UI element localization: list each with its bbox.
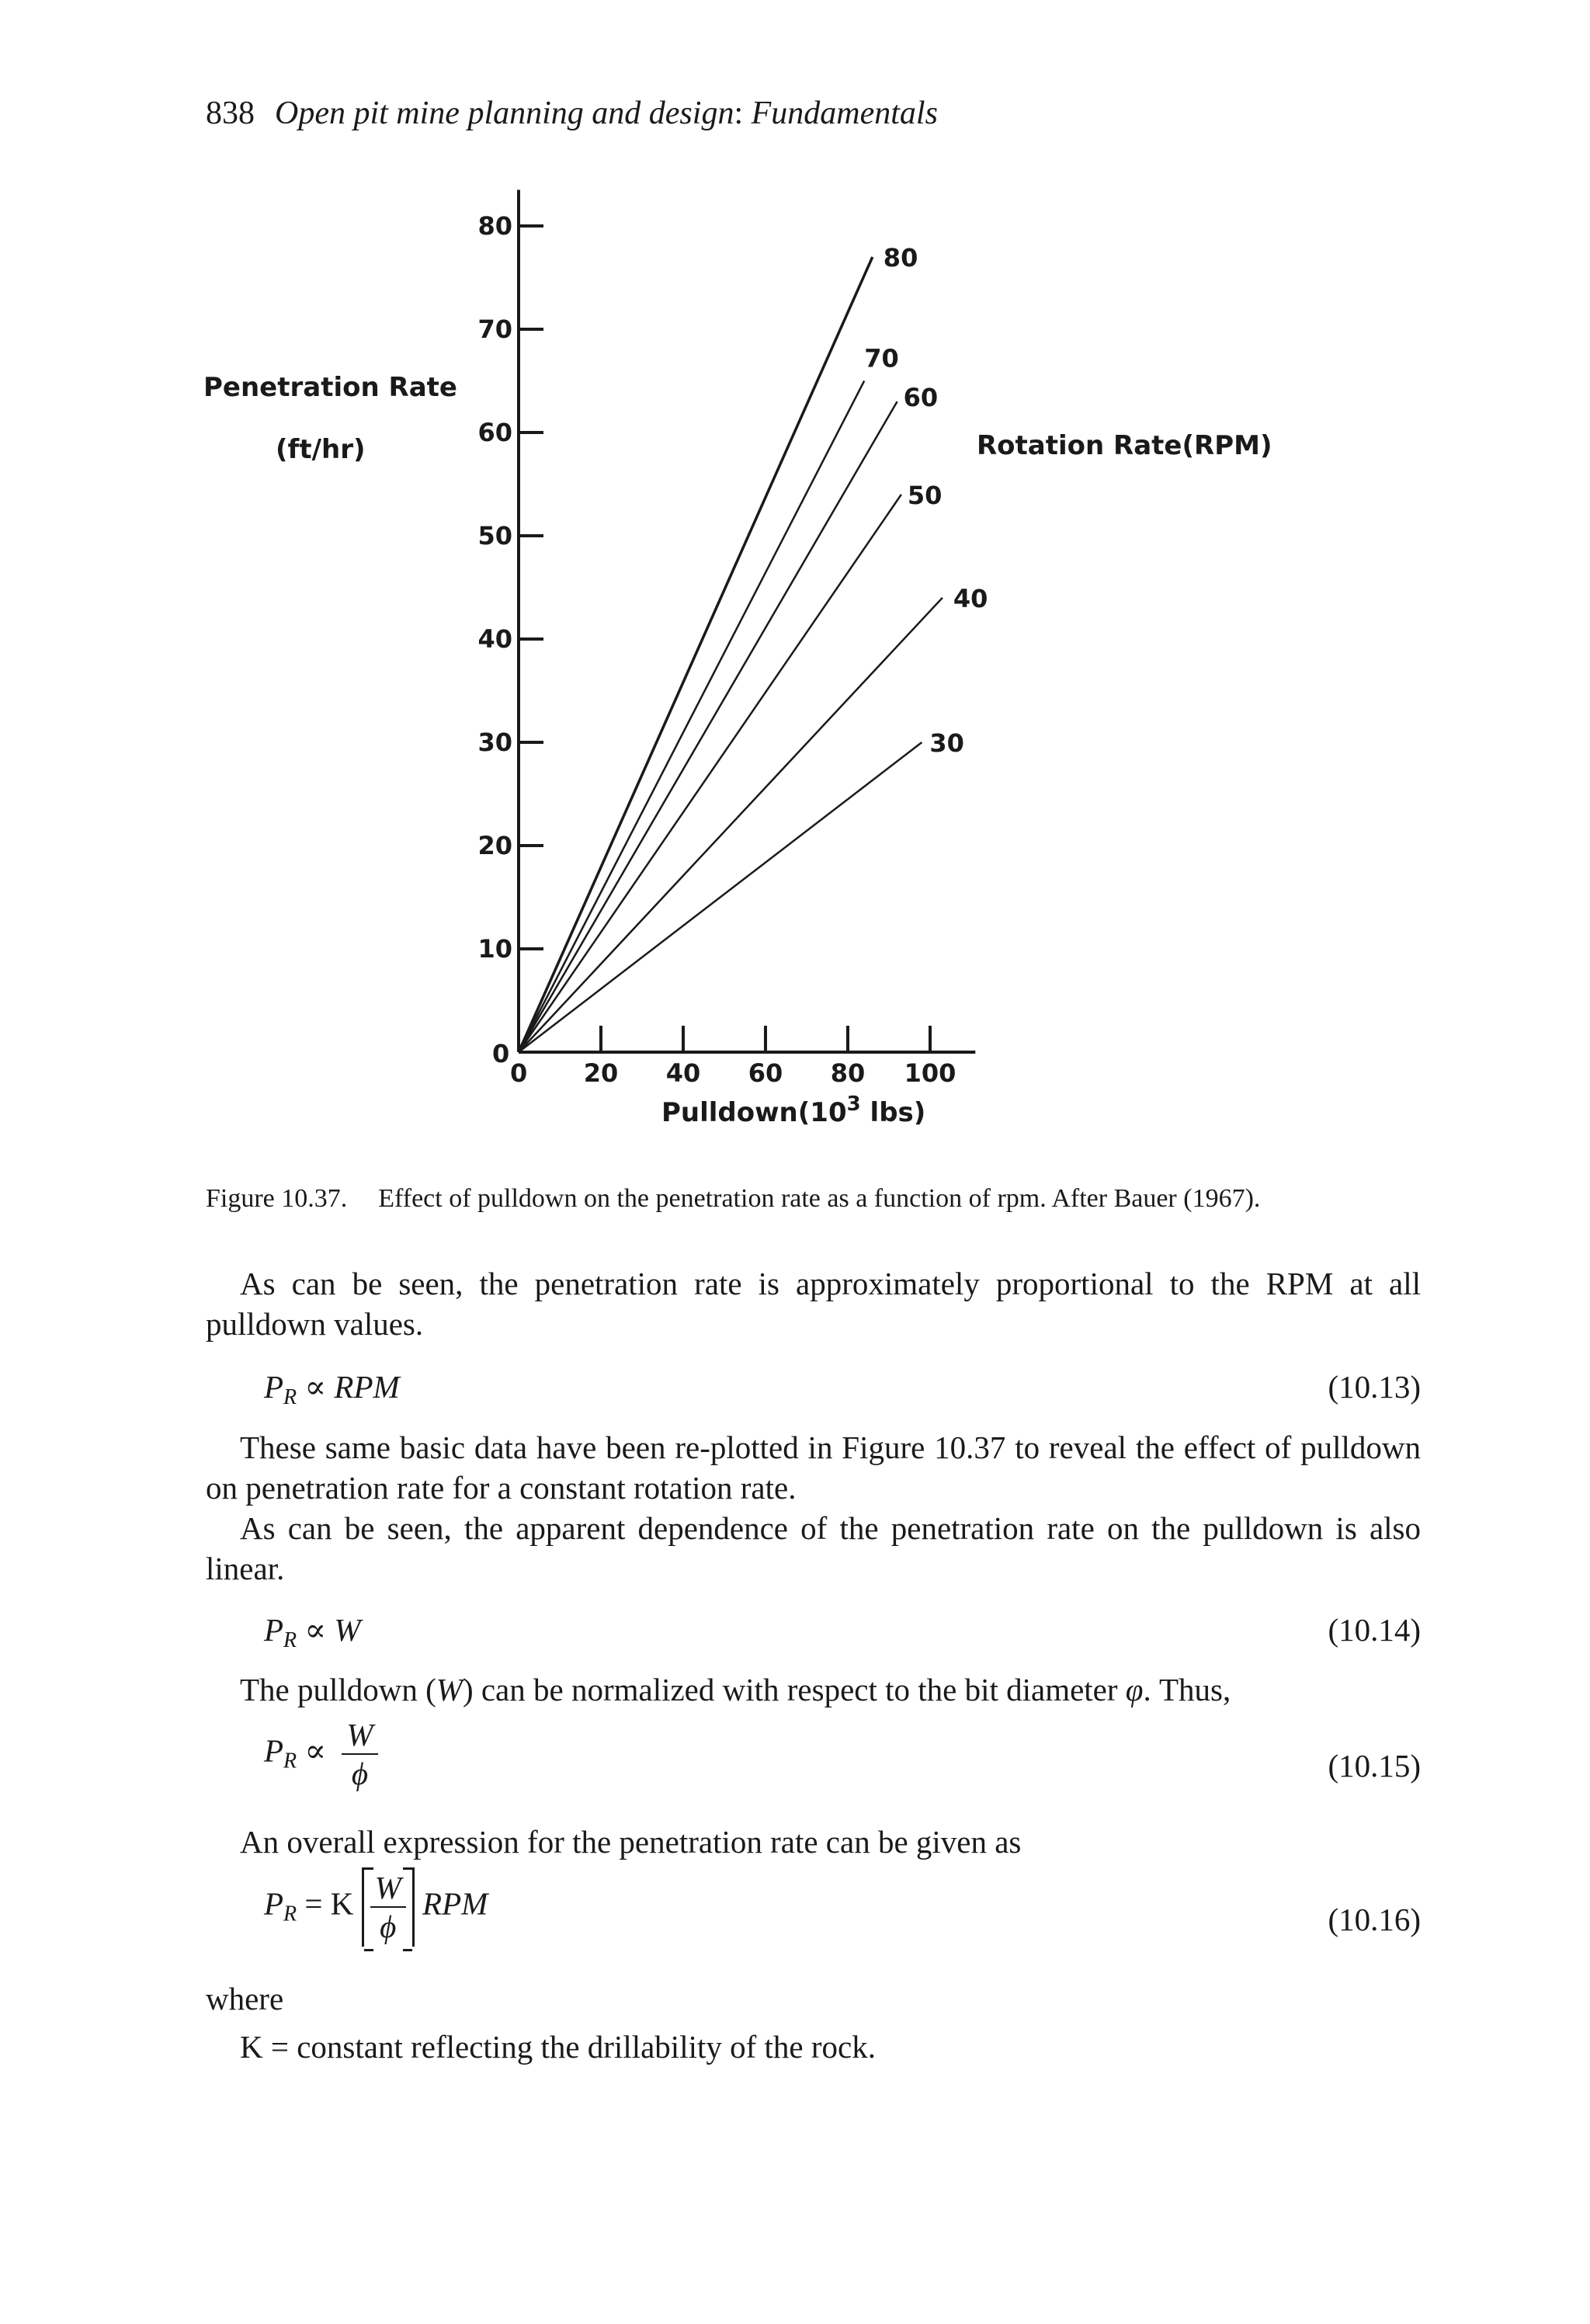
chart-series-lines — [519, 257, 943, 1052]
series-line-30 — [519, 742, 922, 1052]
y-tick-label-80: 80 — [477, 211, 512, 241]
series-label-40: 40 — [953, 583, 988, 613]
y-tick-label-20: 20 — [477, 831, 512, 860]
header-title: Open pit mine planning and design — [275, 96, 734, 131]
paragraph-definition-k: K = constant reflecting the drillability of the rock. — [240, 2029, 876, 2065]
paragraph-where: where — [206, 1981, 284, 2017]
paragraph-5: An overall expression for the penetration rate can be given as — [240, 1824, 1022, 1860]
paragraph-2: These same basic data have been re-plotted in Figure 10.37 to reveal the effect of pulldown on penetration rate for a constant rotation rate. — [206, 1429, 1421, 1506]
x-tick-label-60: 60 — [748, 1058, 783, 1088]
page-number: 838 — [206, 96, 255, 131]
equation-10-16: $P_R = K$ $\frac{W}{\phi}$ RPM — [264, 1867, 488, 1947]
paragraph-1: As can be seen, the penetration rate is approximately proportional to the RPM at all pulldown values. — [206, 1266, 1421, 1342]
series-line-60 — [519, 401, 897, 1052]
y-axis-label-line1: Penetration Rate — [203, 372, 457, 403]
figure-caption — [206, 1184, 1260, 1214]
equation-10-15: $P_R$ ∝ $\frac{W}{\phi}$ — [264, 1716, 386, 1792]
equation-number-10-15: (10.15) — [1328, 1748, 1421, 1784]
legend-title: Rotation Rate(RPM) — [977, 430, 1272, 461]
series-line-40 — [519, 598, 943, 1052]
y-tick-label-50: 50 — [477, 521, 512, 551]
x-tick-label-80: 80 — [830, 1058, 866, 1088]
paragraph-3: As can be seen, the apparent dependence of the penetration rate on the pulldown is also linear. — [206, 1510, 1421, 1586]
series-line-70 — [519, 381, 864, 1053]
equation-10-14: $P_R \propto W$ — [264, 1612, 361, 1652]
y-tick-label-30: 30 — [477, 728, 512, 757]
chart-axes — [519, 189, 975, 1052]
equation-number-10-16: (10.16) — [1328, 1902, 1421, 1937]
series-line-50 — [519, 495, 901, 1052]
x-tick-label-100: 100 — [904, 1058, 956, 1088]
series-label-70: 70 — [864, 343, 899, 373]
running-header: 838 Open pit mine planning and design: Fundamentals — [206, 96, 938, 131]
origin-x-label: 0 — [510, 1058, 528, 1088]
caption-label: Figure 10.37. — [206, 1184, 348, 1213]
origin-y-label: 0 — [492, 1039, 510, 1068]
y-tick-label-10: 10 — [477, 934, 512, 964]
series-label-60: 60 — [903, 383, 939, 413]
x-tick-label-40: 40 — [665, 1058, 701, 1088]
y-axis-label-line2: (ft/hr) — [276, 434, 366, 465]
x-axis-label: $Pulldown(10^3$ lbs) — [661, 1093, 926, 1128]
chart-labels — [477, 211, 988, 1088]
x-tick-label-20: 20 — [583, 1058, 619, 1088]
equation-number-10-14: (10.14) — [1328, 1612, 1421, 1648]
paragraph-4: The pulldown (W) can be normalized with respect to the bit diameter φ. Thus, — [240, 1672, 1231, 1707]
equation-number-10-13: (10.13) — [1328, 1369, 1421, 1405]
header-subtitle: Fundamentals — [751, 96, 938, 131]
y-tick-label-40: 40 — [477, 624, 512, 654]
y-tick-label-60: 60 — [477, 418, 512, 447]
series-label-80: 80 — [883, 242, 918, 273]
series-line-80 — [519, 257, 873, 1052]
caption-text: Effect of pulldown on the penetration rate as a function of rpm. After Bauer (1967). — [378, 1184, 1261, 1213]
equation-10-13: $P_R$ ∝ RPM — [264, 1369, 400, 1409]
series-label-30: 30 — [929, 728, 964, 758]
y-tick-label-70: 70 — [477, 314, 512, 344]
series-label-50: 50 — [907, 480, 943, 510]
